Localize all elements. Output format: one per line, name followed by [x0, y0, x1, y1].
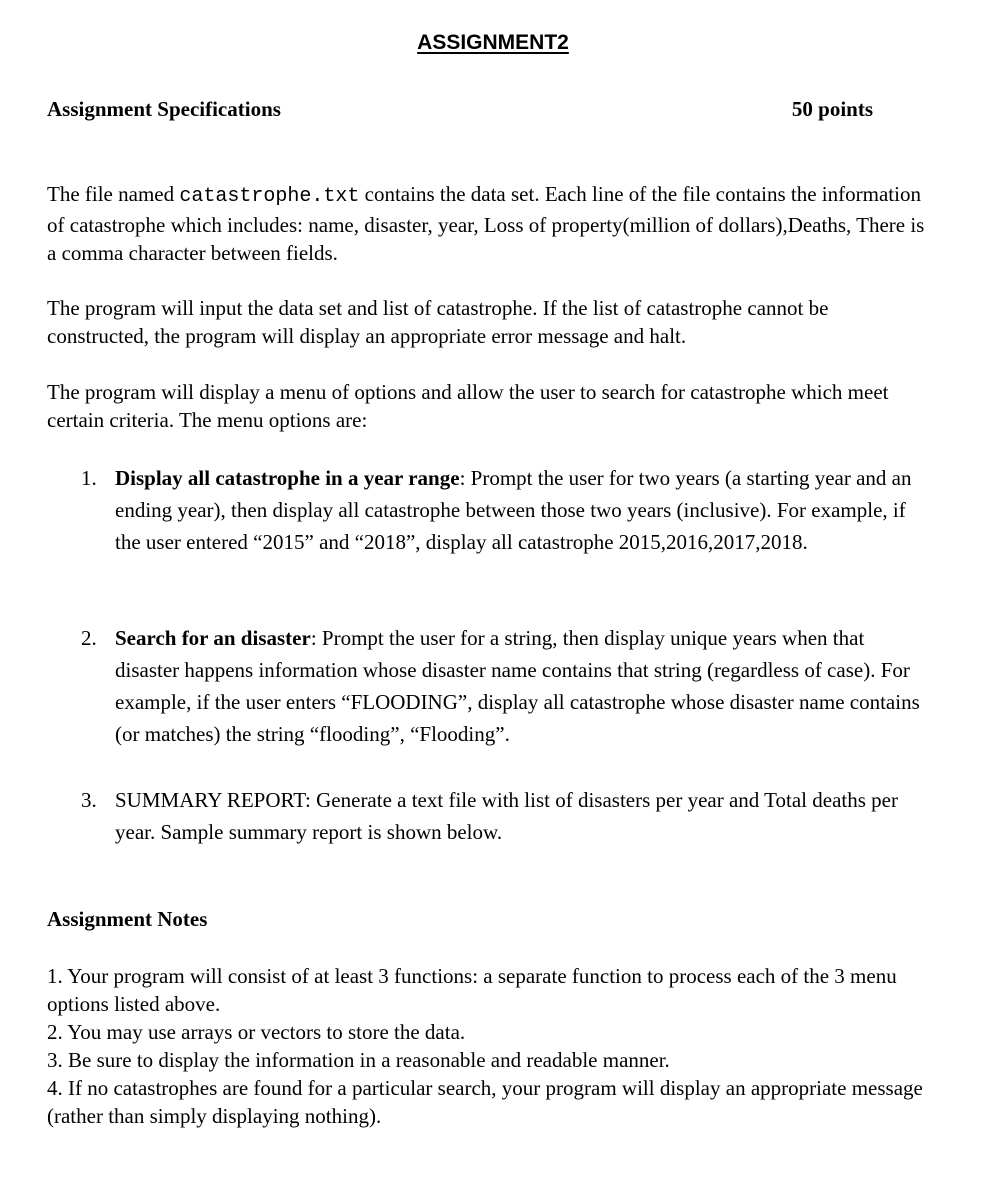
filename: catastrophe.txt — [179, 185, 360, 208]
specifications-header — [47, 97, 873, 122]
intro-paragraph-file — [47, 180, 927, 267]
note-item: 4. If no catastrophes are found for a particular search, your program will display an appropriate message (rather than simply displaying nothing). — [47, 1076, 923, 1128]
intro-text-before: The file named — [47, 182, 180, 206]
notes-heading: Assignment Notes — [47, 907, 208, 931]
menu-option-text: : Prompt the user for a string, then display unique years when that disaster happens information whose disaster name contains that string (regardless of case). For example, if the user enters “FLOODING”, display all catastrophe whose disaster name contains (or matches) the string “flooding”, “Flooding”. — [115, 626, 920, 746]
menu-option-number: 1. — [81, 466, 97, 490]
menu-option-number: 2. — [81, 626, 97, 650]
intro-paragraph-input: The program will input the data set and list of catastrophe. If the list of catastrophe cannot be constructed, the program will display an appropriate error message and halt. — [47, 296, 829, 348]
note-item: 1. Your program will consist of at least 3 functions: a separate function to process each of the 3 menu options listed above. — [47, 964, 897, 1016]
menu-option-3 — [81, 784, 931, 848]
specifications-heading: Assignment Specifications — [47, 97, 281, 121]
intro-paragraph-menu: The program will display a menu of options and allow the user to search for catastrophe which meet certain criteria. The menu options are: — [47, 380, 889, 432]
points-label: 50 points — [791, 97, 873, 121]
menu-option-1 — [81, 462, 931, 558]
menu-option-text: : Prompt the user for two years (a starting year and an ending year), then display all catastrophe between those two years (inclusive). For example, if the user entered “2015” and “2018”, display all catastrophe 2015,2016,2017,2018. — [115, 466, 912, 554]
intro-text-after: contains the data set. Each line of the file contains the information of catastrophe which includes: name, disaster, year, Loss of property(million of dollars),Deaths, There is a comma character between fields. — [47, 182, 925, 265]
notes-list — [47, 962, 927, 1130]
menu-option-number: 3. — [81, 788, 97, 812]
note-item: 3. Be sure to display the information in a reasonable and readable manner. — [47, 1048, 670, 1072]
note-item: 2. You may use arrays or vectors to store the data. — [47, 1020, 466, 1044]
menu-option-text: SUMMARY REPORT: Generate a text file with list of disasters per year and Total deaths per year. Sample summary report is shown below. — [115, 788, 898, 844]
page-title: ASSIGNMENT2 — [417, 31, 569, 54]
menu-option-title: Display all catastrophe in a year range — [115, 466, 460, 490]
menu-option-title: Search for an disaster — [115, 626, 311, 650]
menu-option-2 — [81, 622, 931, 750]
